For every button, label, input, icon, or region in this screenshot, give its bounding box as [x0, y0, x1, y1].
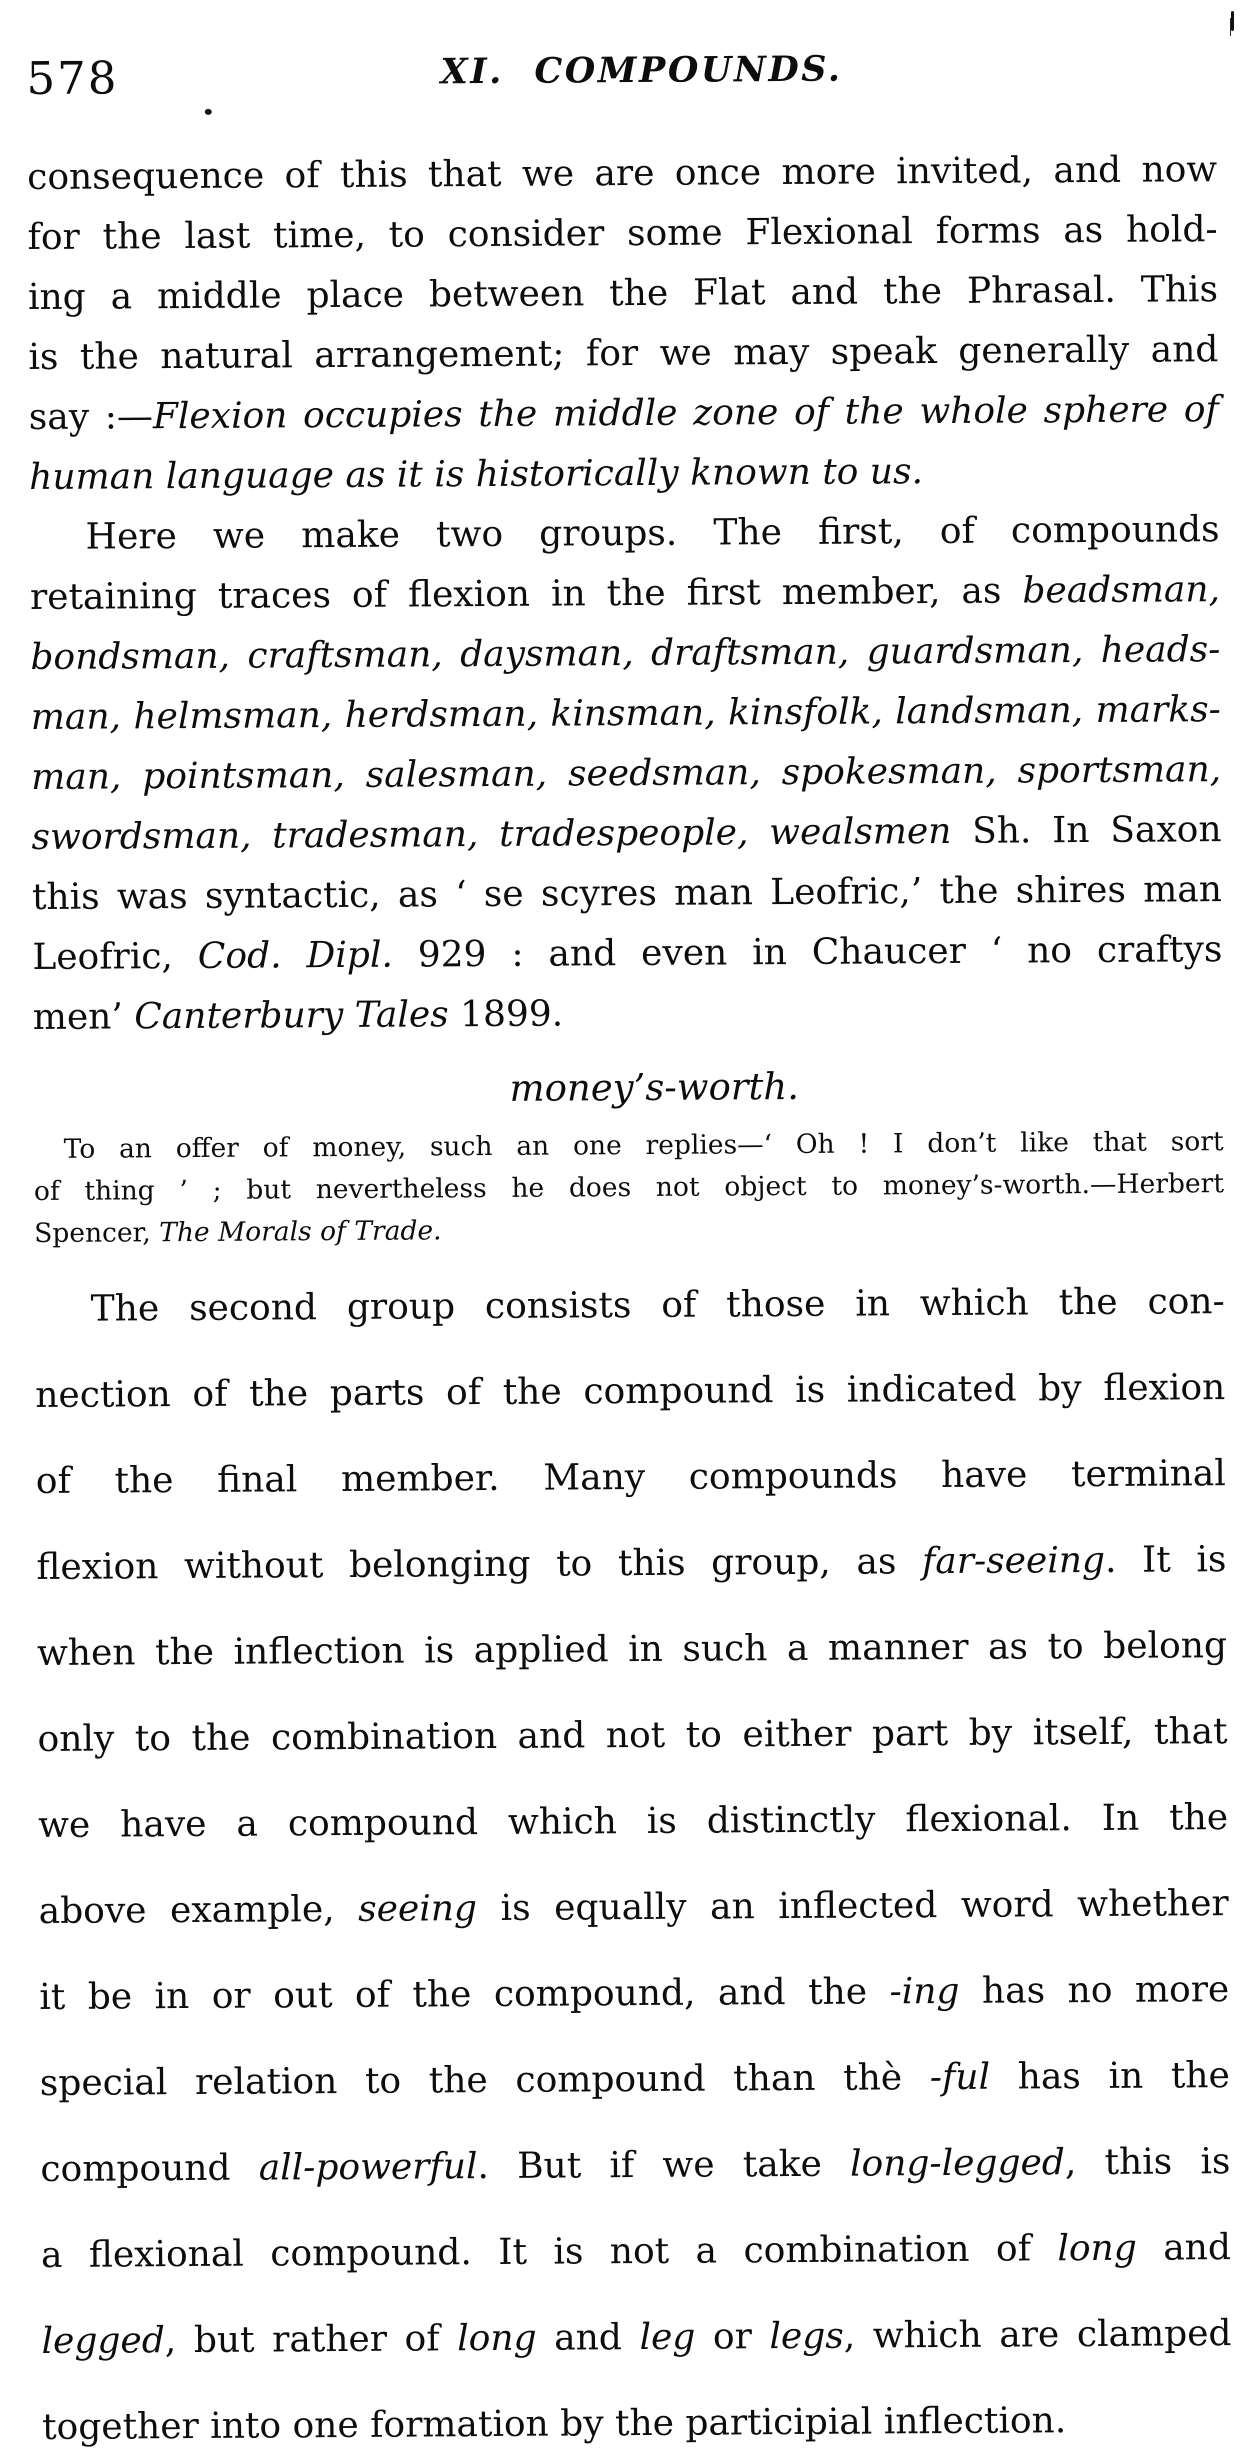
italic-text-segment: Flexion occupies the middle zone of the whole sphere of [152, 389, 1219, 438]
italic-text-segment: all-powerful [258, 2146, 478, 2189]
text-line [34, 1164, 1224, 1212]
text-column [27, 140, 1232, 2458]
italic-text-segment: human language as it is historically known to us. [29, 451, 924, 499]
text-line [27, 140, 1217, 208]
text-line [39, 1960, 1229, 2028]
text-segment: is the natural arrangement; for we may speak generally and [28, 329, 1219, 379]
text-segment: a flexional compound. It is not a combination of [40, 2228, 1058, 2277]
text-line [41, 2218, 1231, 2286]
text-segment: flexion without belonging to this group, as [36, 1541, 923, 1589]
text-segment: . But if we take [477, 2143, 851, 2188]
text-segment: The second group consists of those in which the con- [90, 1281, 1225, 1330]
text-segment: Sh. In Saxon [951, 809, 1222, 852]
text-line [29, 380, 1219, 448]
text-line [35, 1358, 1225, 1426]
text-line [32, 920, 1222, 988]
text-line [35, 1272, 1225, 1340]
text-line [27, 200, 1217, 268]
text-segment: or [695, 2316, 770, 2358]
text-line [32, 860, 1222, 928]
text-segment: special relation to the compound than thè [39, 2057, 930, 2105]
italic-text-segment: far-seeing [921, 1539, 1106, 1583]
text-segment: consequence of this that we are once more invited, and now [27, 149, 1218, 199]
text-line [39, 1874, 1229, 1942]
italic-text-segment: bondsman, craftsman, daysman, draftsman, guardsman, heads- [30, 629, 1221, 679]
text-segment: of the final member. Many compounds have terminal [35, 1453, 1226, 1503]
text-line [31, 680, 1221, 748]
section-heading: money’s-worth. [509, 1064, 800, 1110]
text-line [40, 2046, 1230, 2114]
text-segment: nection of the parts of the compound is indicated by flexion [35, 1367, 1226, 1417]
text-segment: compound [40, 2147, 259, 2191]
italic-text-segment: Canterbury Tales [134, 994, 449, 1038]
text-line [37, 1702, 1227, 1770]
italic-text-segment: man, helmsman, herdsman, kinsman, kinsfolk, landsman, marks- [30, 689, 1221, 739]
text-line [34, 1206, 1224, 1254]
text-line [31, 800, 1221, 868]
text-segment: has in the [989, 2055, 1230, 2098]
text-line [42, 2390, 1232, 2458]
text-segment: and [536, 2317, 640, 2359]
text-segment: 929 : and even in Chaucer ‘ no craftys [392, 929, 1223, 976]
italic-text-segment: Cod. Dipl. [197, 934, 393, 977]
text-segment: has no more [959, 1969, 1230, 2012]
text-line [29, 440, 1219, 508]
text-line [29, 500, 1219, 568]
text-segment: together into one formation by the participial inflection. [41, 2400, 1067, 2449]
text-segment: we have a compound which is distinctly flexional. In the [38, 1797, 1229, 1847]
italic-text-segment: The Morals of Trade. [159, 1215, 442, 1249]
text-segment: is equally an inflected word whether [476, 1883, 1229, 1930]
italic-text-segment: beadsman, [1022, 569, 1221, 612]
text-segment: To an offer of money, such an one replies—‘ Oh ! I don’t like that sort [63, 1126, 1224, 1165]
text-segment: and [1136, 2227, 1232, 2269]
page-number: 578 [26, 51, 119, 106]
italic-text-segment: long [1057, 2227, 1137, 2270]
italic-text-segment: long-legged [849, 2142, 1066, 2185]
text-line [41, 2304, 1231, 2372]
italic-text-segment: -ing [889, 1970, 960, 2013]
text-line [30, 560, 1220, 628]
italic-text-segment: legs [769, 2315, 844, 2358]
text-segment: Here we make two groups. The first, of compounds [85, 509, 1220, 558]
text-segment: say :— [28, 396, 154, 439]
text-segment: when the inflection is applied in such a manner as to belong [36, 1625, 1228, 1675]
text-segment: this was syntactic, as ‘ se scyres man Leofric,’ the shires man [31, 869, 1223, 919]
italic-text-segment: -ful [929, 2056, 991, 2099]
page-header [26, 38, 1216, 110]
text-segment: above example, [38, 1888, 359, 1933]
text-segment: of thing ’ ; but nevertheless he does not object to money’s-worth.—Herbert [33, 1168, 1225, 1208]
text-segment: Leofric, [32, 935, 198, 979]
text-segment: for the last time, to consider some Flexional forms as hold- [27, 209, 1218, 259]
text-line [28, 260, 1218, 328]
text-line [37, 1616, 1227, 1684]
text-line [38, 1788, 1228, 1856]
text-line [34, 1122, 1224, 1170]
italic-text-segment: leg [639, 2316, 696, 2359]
text-line [28, 320, 1218, 388]
italic-text-segment: seeing [358, 1888, 478, 1930]
italic-text-segment: legged [41, 2320, 165, 2363]
text-segment: ing a middle place between the Flat and the Phrasal. This [27, 269, 1219, 319]
text-segment: men’ [32, 996, 135, 1039]
italic-text-segment: long [457, 2317, 537, 2360]
text-segment: only to the combination and not to either part by itself, that [37, 1711, 1228, 1761]
text-segment: Spencer, [34, 1217, 160, 1250]
text-line [36, 1444, 1226, 1512]
text-line [40, 2132, 1230, 2200]
text-segment: . It is [1104, 1539, 1227, 1581]
text-segment: , this is [1064, 2141, 1231, 2184]
text-line [30, 620, 1220, 688]
ink-dot-artifact [205, 109, 212, 115]
text-segment: it be in or out of the compound, and the [39, 1971, 890, 2019]
running-title: XI. COMPOUNDS. [440, 48, 843, 93]
italic-text-segment: man, pointsman, salesman, seedsman, spokesman, sportsman, [31, 749, 1222, 799]
text-line [31, 740, 1221, 808]
text-segment: , which are clamped [843, 2313, 1232, 2357]
text-segment: retaining traces of flexion in the first member, as [29, 570, 1023, 619]
text-segment: 1899. [448, 993, 564, 1036]
text-line [36, 1530, 1226, 1598]
text-line [33, 980, 1223, 1048]
italic-text-segment: swordsman, tradesman, tradespeople, wealsmen [31, 810, 952, 859]
text-segment: , but rather of [164, 2318, 458, 2362]
